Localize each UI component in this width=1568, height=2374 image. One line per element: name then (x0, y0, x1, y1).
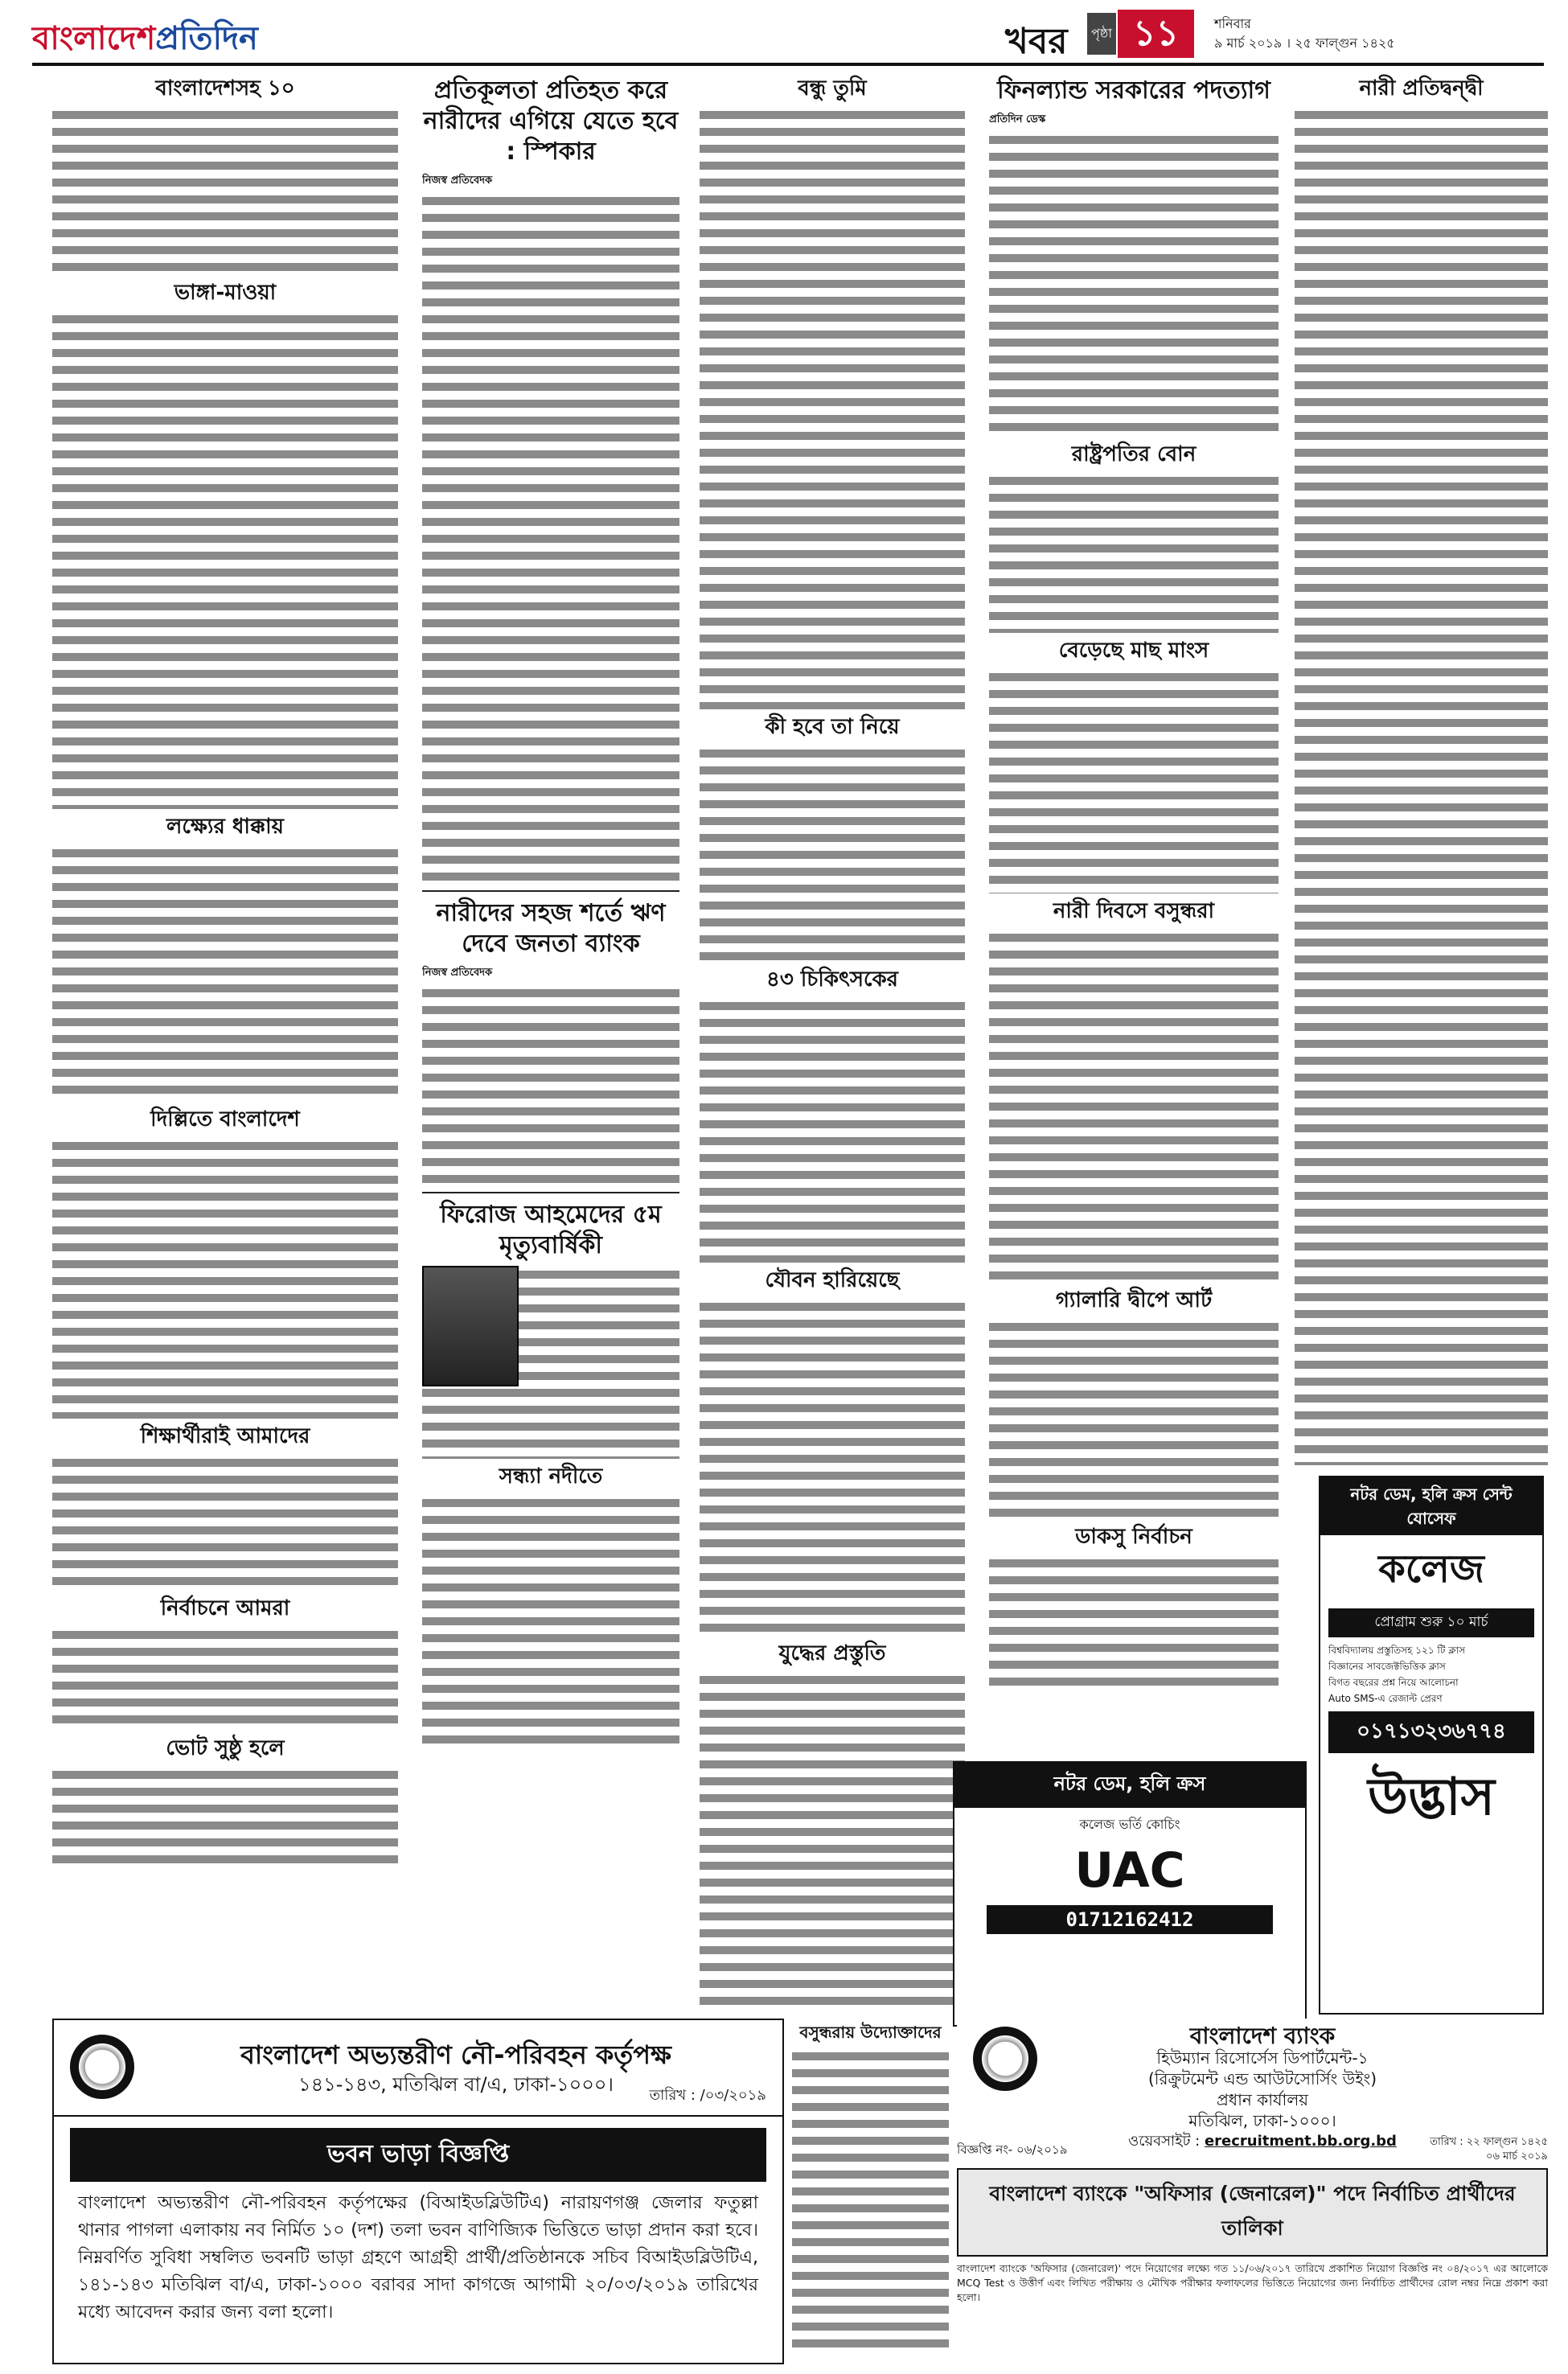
headline[interactable]: নারী প্রতিদ্বন্দ্বী (1359, 76, 1484, 101)
column-4 (989, 72, 1279, 2011)
headline[interactable]: গ্যালারি দ্বীপে আর্ট (1055, 1288, 1213, 1312)
byline: নিজস্ব প্রতিবেদক (422, 175, 493, 187)
notice-date (1430, 2135, 1548, 2164)
dateline (1214, 14, 1395, 53)
byline: প্রতিদিন ডেস্ক (989, 113, 1046, 125)
dept-line: মতিঝিল, ঢাকা-১০০০। (1188, 2111, 1336, 2130)
notice-title: ভবন ভাড়া বিজ্ঞপ্তি (70, 2128, 766, 2182)
body-text (52, 1626, 398, 1731)
headline[interactable]: যৌবন হারিয়েছে (765, 1268, 900, 1292)
newspaper-logo[interactable]: বাংলাদেশপ্রতিদিন (32, 20, 258, 57)
headline[interactable]: বসুন্ধরায় উদ্যোক্তাদের (799, 2023, 942, 2042)
ad-college: কলেজ (1378, 1546, 1484, 1592)
body-text (792, 2047, 949, 2353)
page-number: ১১ (1118, 10, 1194, 58)
weekday: শনিবার (1214, 16, 1251, 31)
ad-title: নটর ডেম, হলি ক্রস (954, 1763, 1305, 1808)
web-label: ওয়েবসাইট : (1128, 2133, 1205, 2150)
headline[interactable]: লক্ষ্যের ধাক্কায় (166, 815, 284, 839)
headline[interactable]: ভাঙ্গা-মাওয়া (174, 281, 277, 305)
ad-batch: প্রোগ্রাম শুরু ১০ মার্চ (1328, 1608, 1534, 1637)
column-1 (52, 72, 398, 2011)
ad-item: বিশ্ববিদ্যালয় প্রস্তুতিসহ ১২১ টি ক্লাস (1328, 1645, 1466, 1656)
body-text (422, 1494, 679, 1744)
date: ৯ মার্চ ২০১৯ । ২৫ ফাল্গুন ১৪২৫ (1214, 35, 1395, 51)
headline[interactable]: ভোট সুষ্ঠু হলে (166, 1736, 285, 1760)
headline[interactable]: ফিনল্যান্ড সরকারের পদত্যাগ (997, 76, 1270, 105)
ad-brand: UAC (1074, 1842, 1185, 1899)
ad-item: বিগত বছরের প্রশ্ন নিয়ে আলোচনা (1328, 1677, 1459, 1688)
org-address: ১৪১-১৪৩, মতিঝিল বা/এ, ঢাকা-১০০০। (298, 2073, 614, 2096)
ad-body: কলেজ ভর্তি কোচিং (1079, 1817, 1180, 1832)
body-text (700, 106, 965, 709)
body-text (700, 745, 965, 962)
notice-header (957, 2019, 1548, 2163)
org-name: বাংলাদেশ অভ্যন্তরীণ নৌ-পরিবহন কর্তৃপক্ষ (240, 2039, 671, 2070)
headline[interactable]: নির্বাচনে আমরা (160, 1596, 290, 1620)
masthead (32, 10, 1544, 62)
body-text (422, 984, 679, 1185)
divider (422, 890, 679, 892)
article-bashundhara (792, 2019, 949, 2372)
bank-website (1069, 2130, 1455, 2154)
body-text (700, 1671, 965, 2009)
web-link[interactable]: erecruitment.bb.org.bd (1204, 2133, 1397, 2150)
ad-item: বিজ্ঞানের সাবজেক্টভিত্তিক ক্লাস (1328, 1661, 1446, 1672)
coaching-ad-small[interactable] (953, 1761, 1307, 2027)
body-text (700, 1298, 965, 1636)
notice-date: তারিখ : /০৩/২০১৯ (649, 2087, 766, 2104)
college-admission-ad[interactable] (1319, 1476, 1544, 2015)
dept-line: (রিক্রুটমেন্ট এন্ড আউটসোর্সিং উইং) (1147, 2069, 1377, 2089)
headline[interactable]: ফিরোজ আহমেদের ৫ম মৃত্যুবার্ষিকী (440, 1201, 662, 1259)
notice-intro: বাংলাদেশ ব্যাংকে 'অফিসার (জেনারেল)' পদে নিয়োগের লক্ষ্যে গত ১১/০৬/২০১৭ তারিখে প্রকাশিত নিয়োগ বিজ্ঞপ্তি নং ০৪/২০১৭ এর আলোকে MCQ Test ও উত্তীর্ণ এবং লিখিত পরীক্ষায় ও মৌখিক পরীক্ষার ফলাফলের ভিত্তিতে নিয়োগের জন্য নির্বাচিত প্রার্থীদের রোল নম্বর নিম্নে প্রকাশ করা হলো। (957, 2262, 1548, 2303)
ad-phone: ০১৭১৩২৩৬৭৭৪ (1328, 1711, 1534, 1753)
bank-department (1069, 2047, 1455, 2131)
body-text (422, 192, 679, 884)
notice-banner: বাংলাদেশ ব্যাংকে "অফিসার (জেনারেল)" পদে নির্বাচিত প্রার্থীদের তালিকা (957, 2168, 1548, 2257)
column-2 (422, 72, 679, 2011)
obituary-photo (422, 1266, 519, 1386)
ad-item: Auto SMS-এ রেজাল্ট প্রেরণ (1328, 1693, 1443, 1704)
byline: নিজস্ব প্রতিবেদক (422, 967, 493, 979)
headline[interactable]: নারীদের সহজ শর্তে ঋণ দেবে জনতা ব্যাংক (436, 899, 666, 958)
notice-header (54, 2020, 782, 2117)
body-text (989, 131, 1279, 437)
headline[interactable]: কী হবে তা নিয়ে (765, 715, 900, 739)
body-text (52, 310, 398, 809)
dept-line: প্রধান কার্যালয় (1216, 2090, 1309, 2109)
bangladesh-bank-notice (957, 2019, 1548, 2356)
divider (422, 1192, 679, 1193)
headline[interactable]: নারী দিবসে বসুন্ধরা (1053, 899, 1215, 923)
body-text (989, 668, 1279, 893)
headline[interactable]: বেড়েছে মাছ মাংস (1058, 639, 1209, 663)
headline[interactable]: দিল্লিতে বাংলাদেশ (150, 1107, 300, 1132)
body-text (989, 472, 1279, 633)
masthead-rule (32, 63, 1544, 66)
bank-emblem-icon (973, 2027, 1037, 2091)
biwta-emblem-icon (70, 2035, 134, 2099)
body-text (52, 106, 398, 275)
body-text (989, 1318, 1279, 1519)
body-text (989, 1555, 1279, 1691)
column-3 (700, 72, 965, 2011)
body-text (989, 929, 1279, 1283)
body-text (52, 1766, 398, 1871)
date-line: ০৬ মার্চ ২০১৯ (1486, 2150, 1548, 2162)
notice-ref: বিজ্ঞপ্তি নং- ০৬/২০১৯ (957, 2142, 1068, 2157)
body-text (700, 997, 965, 1263)
headline[interactable]: ডাকসু নির্বাচন (1075, 1525, 1192, 1549)
bank-name: বাংলাদেশ ব্যাংক (1189, 2023, 1336, 2049)
ad-school: নটর ডেম, হলি ক্রস সেন্ট যোসেফ (1320, 1477, 1542, 1535)
notice-body: বাংলাদেশ অভ্যন্তরীণ নৌ-পরিবহন কর্তৃপক্ষের (বিআইডব্লিউটিএ) নারায়ণগঞ্জ জেলার ফতুল্লা থানার পাগলা এলাকায় নব নির্মিত ১০ (দশ) তলা ভবন বাণিজ্যিক ভিত্তিতে ভাড়া প্রদান করা হবে। নিম্নবর্ণিত সুবিধা সম্বলিত ভবনটি ভাড়া গ্রহণে আগ্রহী প্রার্থী/প্রতিষ্ঠানকে সচিব বিআইডব্লিউটিএ, ১৪১-১৪৩ মতিঝিল বা/এ, ঢাকা-১০০০ বরাবর সাদা কাগজে আগামী ২০/০৩/২০১৯ তারিখের মধ্যে আবেদন করার জন্য বলা হলো। (78, 2193, 758, 2323)
headline[interactable]: সন্ধ্যা নদীতে (499, 1464, 603, 1489)
column-5 (1295, 72, 1548, 1472)
body-text (52, 1454, 398, 1591)
section-title: খবর (1005, 21, 1068, 62)
body-text (52, 1137, 398, 1419)
date-line: তারিখ : ২২ ফাল্গুন ১৪২৫ (1430, 2136, 1548, 2148)
dept-line: হিউম্যান রিসোর্সেস ডিপার্টমেন্ট-১ (1156, 2048, 1369, 2068)
ad-brand: উদ্ভাস (1368, 1768, 1495, 1827)
headline[interactable]: প্রতিকূলতা প্রতিহত করে নারীদের এগিয়ে যেতে হবে : স্পিকার (423, 76, 679, 166)
headline[interactable]: বন্ধু তুমি (798, 76, 867, 101)
headline[interactable]: যুদ্ধের প্রস্তুতি (778, 1641, 886, 1665)
headline[interactable]: বাংলাদেশসহ ১০ (155, 76, 295, 101)
body-text (52, 844, 398, 1102)
biwta-notice (52, 2019, 784, 2364)
headline[interactable]: রাষ্ট্রপতির বোন (1071, 442, 1197, 466)
page-label: পৃষ্ঠা (1087, 13, 1116, 55)
headline[interactable]: ৪৩ চিকিৎসকের (766, 967, 898, 992)
ad-phone: 01712162412 (987, 1905, 1273, 1934)
headline[interactable]: শিক্ষার্থীরাই আমাদের (140, 1424, 310, 1448)
body-text (1295, 106, 1548, 1465)
